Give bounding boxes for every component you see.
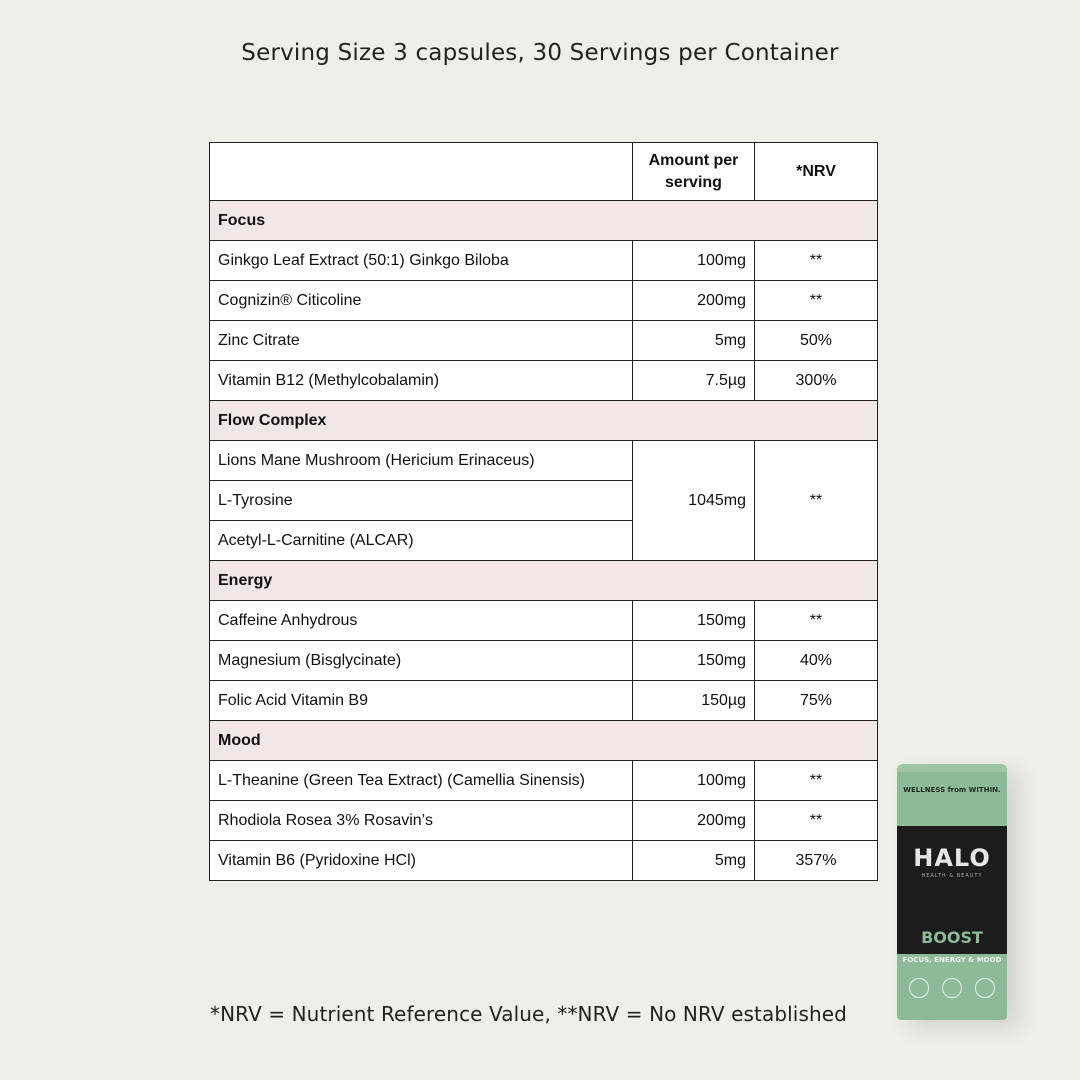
bottle-product-name: BOOST <box>921 928 983 947</box>
table-row <box>210 321 878 361</box>
ingredient-name: Magnesium (Bisglycinate) <box>210 641 633 681</box>
header-ingredient <box>210 143 633 201</box>
table-row <box>210 641 878 681</box>
ingredient-amount: 100mg <box>633 241 755 281</box>
bottle-description: FOCUS, ENERGY & MOOD <box>902 956 1002 964</box>
serving-size-text: Serving Size 3 capsules, 30 Servings per Container <box>241 40 839 66</box>
ingredient-name: Caffeine Anhydrous <box>210 601 633 641</box>
table-row <box>210 841 878 881</box>
ingredient-name: Lions Mane Mushroom (Hericium Erinaceus) <box>210 441 633 481</box>
section-focus <box>210 201 878 241</box>
ingredient-nrv: 75% <box>755 681 878 721</box>
flow-complex-nrv: ** <box>755 441 878 561</box>
header-nrv: *NRV <box>755 143 878 201</box>
brain-icon <box>942 978 962 998</box>
supplement-facts-table <box>209 142 878 881</box>
ingredient-nrv: ** <box>755 241 878 281</box>
section-title: Energy <box>210 561 878 601</box>
ingredient-amount: 7.5µg <box>633 361 755 401</box>
section-mood <box>210 721 878 761</box>
header-amount: Amount per serving <box>633 143 755 201</box>
ingredient-amount: 200mg <box>633 801 755 841</box>
heart-icon <box>975 978 995 998</box>
ingredient-name: Cognizin® Citicoline <box>210 281 633 321</box>
bottle-lid <box>897 764 1007 772</box>
ingredient-name: Ginkgo Leaf Extract (50:1) Ginkgo Biloba <box>210 241 633 281</box>
ingredient-name: Vitamin B12 (Methylcobalamin) <box>210 361 633 401</box>
ingredient-nrv: 40% <box>755 641 878 681</box>
table-row <box>210 361 878 401</box>
ingredient-amount: 150µg <box>633 681 755 721</box>
table-header-row <box>210 143 878 201</box>
bottle-tagline: WELLNESS from WITHIN. <box>903 786 1001 794</box>
section-energy <box>210 561 878 601</box>
ingredient-nrv: 300% <box>755 361 878 401</box>
ingredient-amount: 100mg <box>633 761 755 801</box>
table-row <box>210 441 878 481</box>
table-row <box>210 281 878 321</box>
ingredient-nrv: ** <box>755 281 878 321</box>
ingredient-name: Rhodiola Rosea 3% Rosavin’s <box>210 801 633 841</box>
section-flow-complex <box>210 401 878 441</box>
ingredient-amount: 150mg <box>633 641 755 681</box>
capsule-icon <box>909 978 929 998</box>
product-bottle-image <box>897 764 1007 1020</box>
table-row <box>210 801 878 841</box>
ingredient-name: Folic Acid Vitamin B9 <box>210 681 633 721</box>
ingredient-nrv: ** <box>755 761 878 801</box>
bottle-brand-logo: HALO <box>913 844 991 872</box>
section-title: Flow Complex <box>210 401 878 441</box>
section-title: Focus <box>210 201 878 241</box>
ingredient-nrv: 50% <box>755 321 878 361</box>
section-title: Mood <box>210 721 878 761</box>
ingredient-name: Acetyl-L-Carnitine (ALCAR) <box>210 521 633 561</box>
flow-complex-amount: 1045mg <box>633 441 755 561</box>
table-row <box>210 681 878 721</box>
table-row <box>210 241 878 281</box>
ingredient-nrv: ** <box>755 601 878 641</box>
table-row <box>210 601 878 641</box>
nrv-footnote: *NRV = Nutrient Reference Value, **NRV = No NRV established <box>210 1002 847 1026</box>
ingredient-name: Vitamin B6 (Pyridoxine HCl) <box>210 841 633 881</box>
ingredient-nrv: ** <box>755 801 878 841</box>
bottle-icons <box>909 978 995 998</box>
ingredient-name: L-Theanine (Green Tea Extract) (Camellia Sinensis) <box>210 761 633 801</box>
ingredient-amount: 5mg <box>633 321 755 361</box>
bottle-brand-sub: HEALTH & BEAUTY <box>921 873 983 879</box>
ingredient-nrv: 357% <box>755 841 878 881</box>
ingredient-amount: 5mg <box>633 841 755 881</box>
ingredient-name: Zinc Citrate <box>210 321 633 361</box>
table-row <box>210 761 878 801</box>
ingredient-name: L-Tyrosine <box>210 481 633 521</box>
ingredient-amount: 200mg <box>633 281 755 321</box>
ingredient-amount: 150mg <box>633 601 755 641</box>
